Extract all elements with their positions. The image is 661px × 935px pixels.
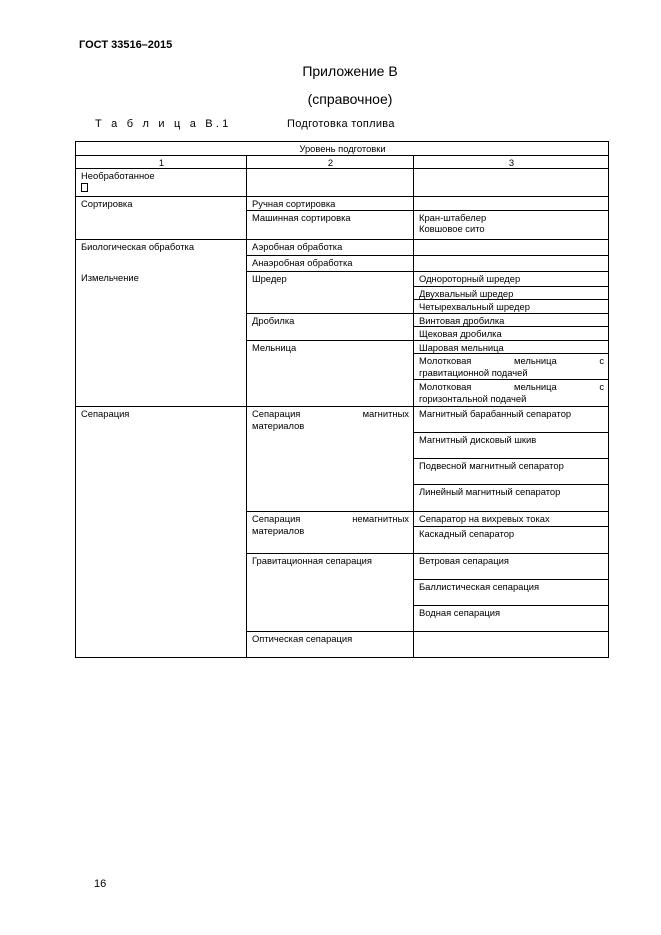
level2-cell: Аэробная обработка <box>247 239 414 255</box>
level2-text: Сепарация немагнитных <box>252 513 409 524</box>
table-row <box>76 197 609 211</box>
level3-text: Молотковая мельница с <box>419 381 605 392</box>
level1-grinding: Измельчение <box>76 271 247 407</box>
table-cell <box>247 169 414 197</box>
level2-cell: Гравитационная сепарация <box>247 554 414 632</box>
level3-cell: Винтовая дробилка <box>414 313 609 327</box>
table-cell <box>414 632 609 658</box>
level3-cell: Подвесной магнитный сепаратор <box>414 459 609 485</box>
table-top-header: Уровень подготовки <box>76 142 609 156</box>
table-cell <box>414 169 609 197</box>
table-cell <box>414 197 609 211</box>
level3-cell: Однороторный шредер <box>414 271 609 286</box>
level2-cell: Анаэробная обработка <box>247 255 414 271</box>
level2-text: материалов <box>252 419 305 431</box>
standard-designation: ГОСТ 33516–2015 <box>79 39 173 51</box>
level3-item: Кран-штабелер <box>419 211 487 223</box>
level3-text: Молотковая мельница с <box>419 355 605 366</box>
level3-cell: Щековая дробилка <box>414 327 609 341</box>
level3-cell <box>414 354 609 380</box>
table-cell <box>414 255 609 271</box>
level3-cell: Четырехвальный шредер <box>414 300 609 314</box>
level2-cell: Шредер <box>247 271 414 313</box>
table-row <box>76 255 609 271</box>
level2-text: Сепарация магнитных <box>252 408 409 419</box>
fuel-preparation-table <box>75 141 609 658</box>
table-title: Подготовка топлива <box>287 118 395 130</box>
level3-text: горизонтальной подачей <box>419 392 527 404</box>
level2-cell <box>247 512 414 554</box>
level3-cell: Линейный магнитный сепаратор <box>414 485 609 512</box>
level2-cell <box>247 407 414 512</box>
level1-untreated: Необработанное <box>81 170 155 181</box>
level3-cell: Водная сепарация <box>414 606 609 632</box>
level2-cell: Машинная сортировка <box>247 210 414 239</box>
appendix-title: Приложение В <box>302 63 398 79</box>
level3-text: гравитационной подачей <box>419 366 528 378</box>
table-cell <box>76 255 247 271</box>
level3-cell: Баллистическая сепарация <box>414 580 609 606</box>
page-number: 16 <box>94 878 107 890</box>
level3-cell: Магнитный барабанный сепаратор <box>414 407 609 433</box>
level1-separation: Сепарация <box>76 407 247 658</box>
level2-cell: Оптическая сепарация <box>247 632 414 658</box>
column-number: 2 <box>247 155 414 169</box>
level3-cell: Магнитный дисковый шкив <box>414 433 609 459</box>
table-cell <box>414 239 609 255</box>
table-row <box>76 239 609 255</box>
table-label: Т а б л и ц а В.1 <box>95 118 232 130</box>
level2-cell: Дробилка <box>247 313 414 340</box>
level3-cell: Сепаратор на вихревых токах <box>414 512 609 527</box>
table-cell <box>76 169 247 197</box>
level3-cell <box>414 380 609 407</box>
checkbox-square-icon <box>81 183 88 192</box>
table-row <box>76 407 609 433</box>
table-header-row <box>76 142 609 156</box>
column-number: 3 <box>414 155 609 169</box>
table-row <box>76 271 609 286</box>
column-number-row <box>76 155 609 169</box>
level3-cell: Двухвальный шредер <box>414 286 609 300</box>
column-number: 1 <box>76 155 247 169</box>
level2-cell: Мельница <box>247 340 414 407</box>
level2-text: материалов <box>252 524 305 536</box>
level1-bio-treatment: Биологическая обработка <box>76 239 247 255</box>
table-cell <box>414 210 609 239</box>
level3-item: Ковшовое сито <box>419 223 485 234</box>
level3-cell: Каскадный сепаратор <box>414 527 609 554</box>
level1-sorting: Сортировка <box>76 197 247 240</box>
table-row <box>76 169 609 197</box>
level3-cell: Ветровая сепарация <box>414 554 609 580</box>
level2-cell: Ручная сортировка <box>247 197 414 211</box>
level3-cell: Шаровая мельница <box>414 340 609 354</box>
appendix-subtitle: (справочное) <box>307 91 393 107</box>
